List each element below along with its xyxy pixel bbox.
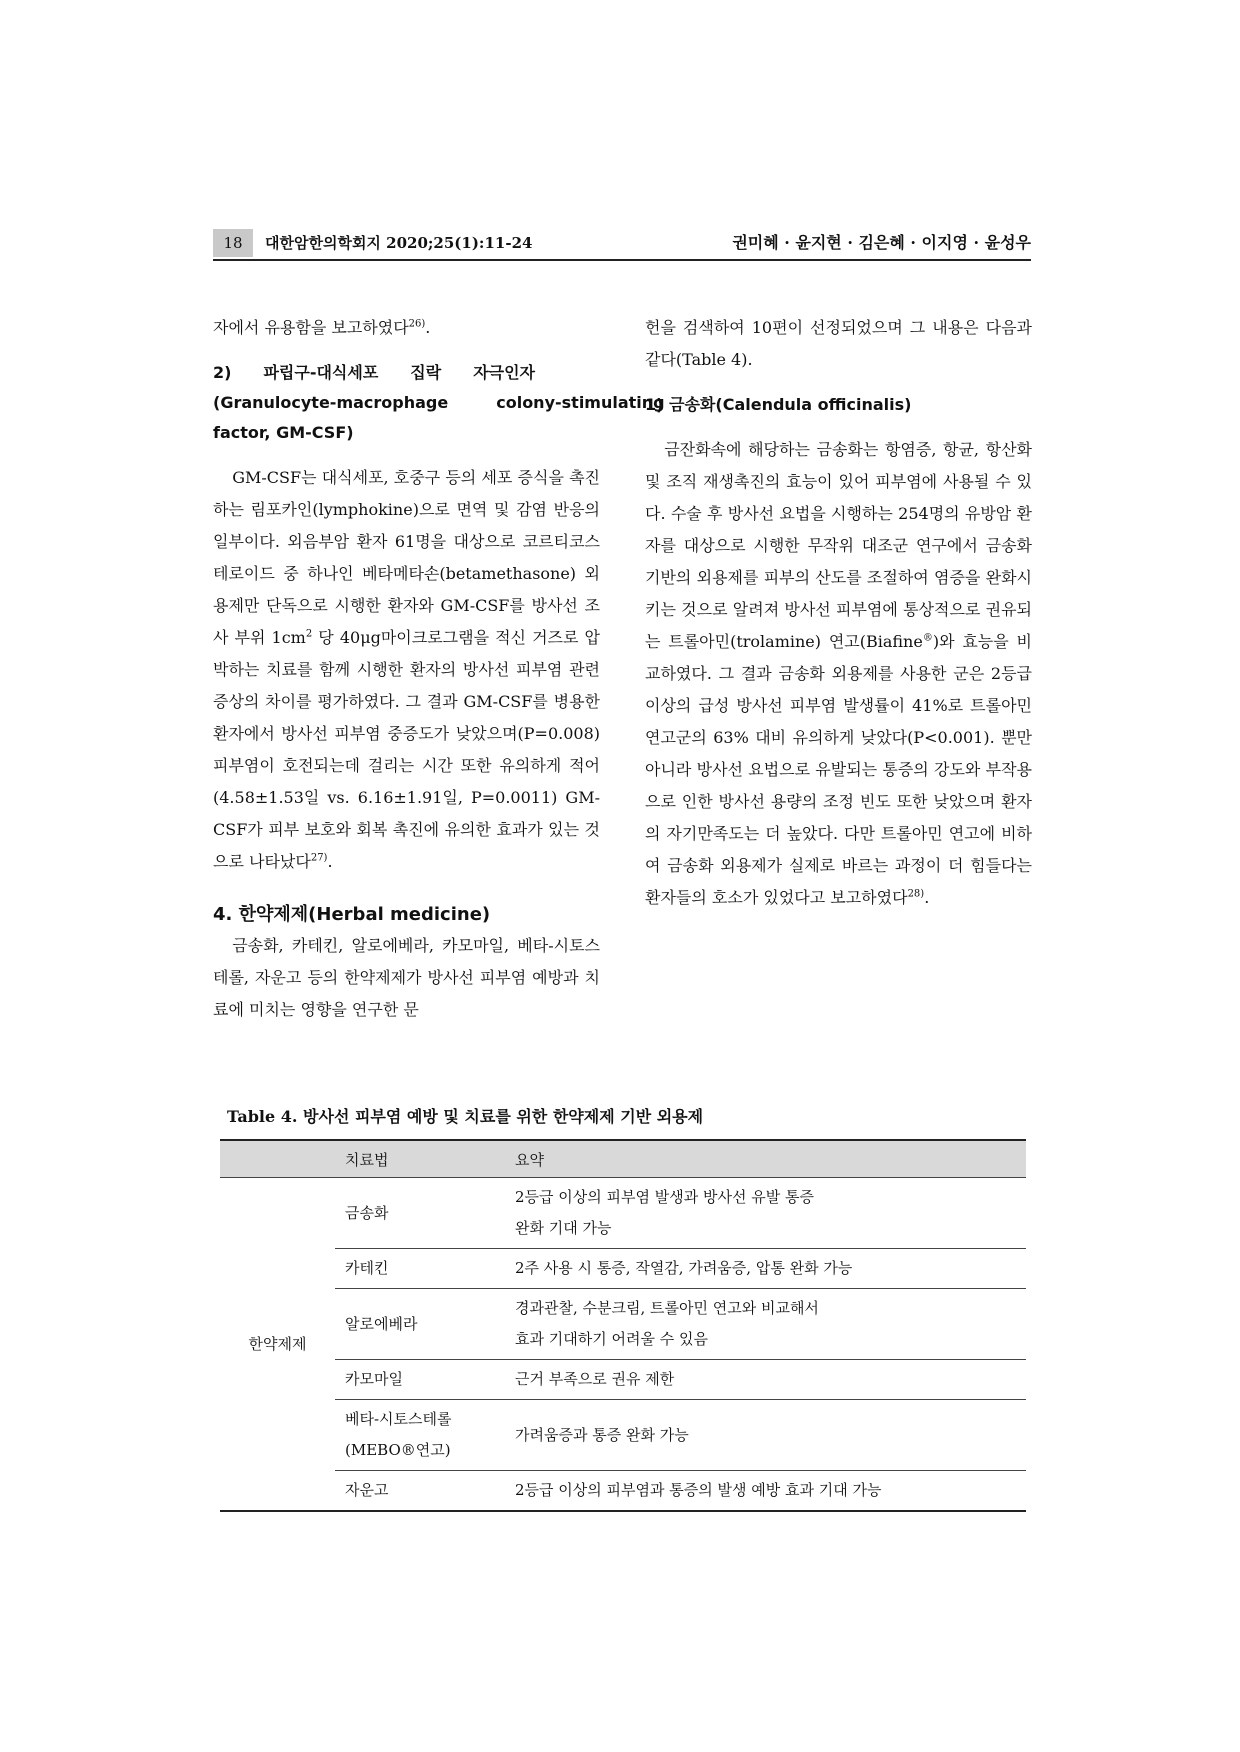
treatment-cell: 카모마일 (335, 1360, 505, 1400)
summary-cell: 가려움증과 통증 완화 가능 (505, 1400, 1026, 1471)
paragraph: 자에서 유용함을 보고하였다$^{26)}$. (213, 318, 431, 337)
paragraph: 헌을 검색하여 10편이 선정되었으며 그 내용은 다음과 같다(Table 4). (645, 318, 1032, 369)
summary-cell: 경과관찰, 수분크림, 트롤아민 연고와 비교해서 효과 기대하기 어려울 수 있음 (505, 1289, 1026, 1360)
treatment-cell: 알로에베라 (335, 1289, 505, 1360)
table-row (220, 1360, 1026, 1400)
column-header (220, 1140, 335, 1178)
table-4 (220, 1139, 1026, 1512)
left-column (213, 312, 665, 1026)
running-header (213, 229, 1031, 261)
treatment-cell: 금송화 (335, 1178, 505, 1249)
paragraph: 금잔화속에 해당하는 금송화는 항염증, 항균, 항산화 및 조직 재생촉진의 효능이 있어 피부염에 사용될 수 있다. 수술 후 방사선 요법을 시행하는 254명의 유방암 환자를 대상으로 시행한 무작위 대조군 연구에서 금송화 기반의 외용제를 피부의 산도를 조절하여 염증을 완화시키는 것으로 알려져 방사선 피부염에 통상적으로 권유되는 트롤아민(trolamine) 연고(Biafine®)와 효능을 비교하였다. 그 결과 금송화 외용제를 사용한 군은 2등급 이상의 급성 방사선 피부염 발생률이 41%로 트롤아민 연고군의 63% 대비 유의하게 낮았다(P<0.001). 뿐만 아니라 방사선 요법으로 유발되는 통증의 강도와 부작용으로 인한 방사선 용량의 조정 빈도 또한 낮았으며 환자의 자기만족도는 더 높았다. 다만 트롤아민 연고에 비하여 금송화 외용제가 실제로 바르는 과정이 더 힘들다는 환자들의 호소가 있었다고 보고하였다$^{28)}$. (645, 440, 1032, 907)
author-list: 권미혜 · 윤지현 · 김은혜 · 이지영 · 윤성우 (732, 233, 1031, 252)
page-number: 18 (213, 229, 253, 257)
summary-cell: 2등급 이상의 피부염과 통증의 발생 예방 효과 기대 가능 (505, 1471, 1026, 1512)
summary-cell: 근거 부족으로 권유 제한 (505, 1360, 1026, 1400)
reference-marker[interactable]: 28) (907, 888, 925, 900)
paragraph: GM-CSF는 대식세포, 호중구 등의 세포 증식을 촉진하는 림포카인(lymphokine)으로 면역 및 감염 반응의 일부이다. 외음부암 환자 61명을 대상으로 코르티코스테로이드 중 하나인 베타메타손(betamethasone) 외용제만 단독으로 시행한 환자와 GM-CSF를 방사선 조사 부위 $1cm^2$ 당 40μg마이크로그램을 적신 거즈로 압박하는 치료를 함께 시행한 환자의 방사선 피부염 관련 증상의 차이를 평가하였다. 그 결과 GM-CSF를 병용한 환자에서 방사선 피부염 중증도가 낮았으며(P=0.008) 피부염이 호전되는데 걸리는 시간 또한 유의하게 적어(4.58±1.53일 vs. 6.16±1.91일, P=0.0011) GM-CSF가 피부 보호와 회복 촉진에 유의한 효과가 있는 것으로 나타났다$^{27)}$. (213, 468, 600, 871)
summary-cell: 2등급 이상의 피부염 발생과 방사선 유발 통증 완화 기대 가능 (505, 1178, 1026, 1249)
journal-citation: 대한암한의학회지 2020;25(1):11-24 (265, 234, 533, 252)
table-row (220, 1178, 1026, 1249)
right-column (645, 312, 1032, 914)
treatment-cell: 카테킨 (335, 1249, 505, 1289)
section-heading-gm-csf: 2) 파립구-대식세포 집락 자극인자 (Granulocyte-macrophage colony-stimulating factor, GM-CSF) (213, 363, 665, 442)
table-header-row (220, 1140, 1026, 1178)
table-row (220, 1400, 1026, 1471)
table-row (220, 1289, 1026, 1360)
section-heading-herbal: 4. 한약제제(Herbal medicine) (213, 904, 491, 925)
treatment-cell: 자운고 (335, 1471, 505, 1512)
column-header: 요약 (505, 1140, 1026, 1178)
reference-marker[interactable]: 26) (408, 318, 426, 330)
reference-marker[interactable]: 27) (310, 852, 328, 864)
group-cell: 한약제제 (220, 1178, 335, 1512)
column-header: 치료법 (335, 1140, 505, 1178)
treatment-cell: 베타-시토스테롤 (MEBO®연고) (335, 1400, 505, 1471)
paragraph: 금송화, 카테킨, 알로에베라, 카모마일, 베타-시토스테롤, 자운고 등의 한약제제가 방사선 피부염 예방과 치료에 미치는 영향을 연구한 문 (213, 936, 600, 1019)
section-heading-calendula: 1) 금송화(Calendula officinalis) (645, 395, 912, 414)
table-caption: Table 4. 방사선 피부염 예방 및 치료를 위한 한약제제 기반 외용제 (227, 1107, 704, 1126)
table-row (220, 1471, 1026, 1512)
table-row (220, 1249, 1026, 1289)
summary-cell: 2주 사용 시 통증, 작열감, 가려움증, 압통 완화 가능 (505, 1249, 1026, 1289)
